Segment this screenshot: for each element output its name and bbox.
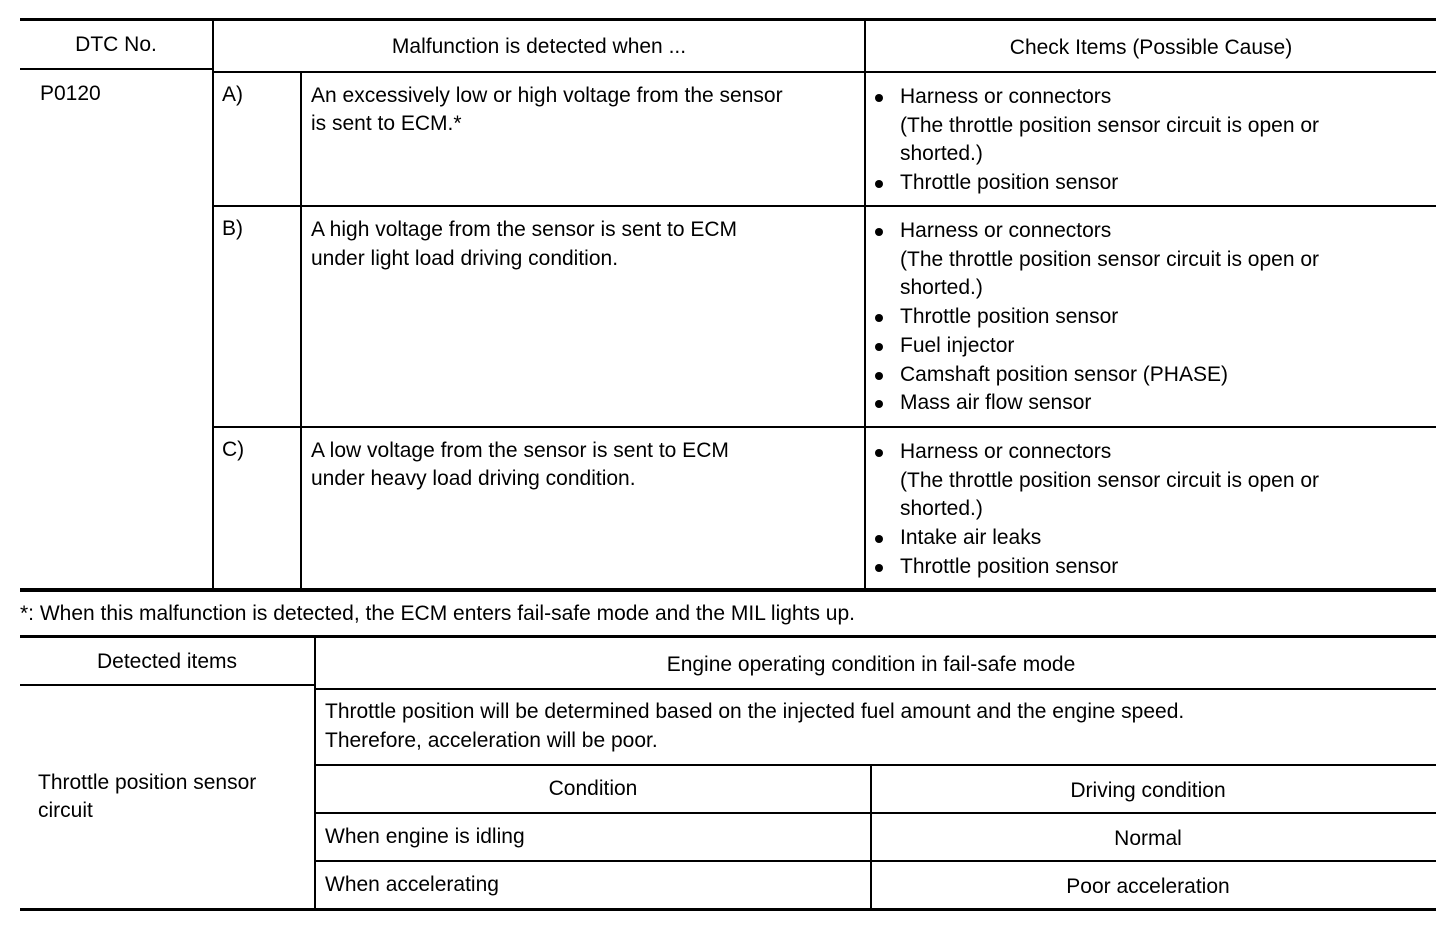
condition-cell: When accelerating xyxy=(325,873,499,896)
subheader-condition: Condition xyxy=(548,777,638,800)
cause-text: (The throttle position sensor circuit is open or xyxy=(900,248,1320,271)
rule xyxy=(864,18,866,590)
cause-text: Harness or connectors xyxy=(900,219,1112,242)
driving-condition-cell: Normal xyxy=(1114,827,1182,850)
bullet-icon xyxy=(875,449,883,457)
header-detected-items: Detected items xyxy=(96,650,238,673)
rule xyxy=(316,812,1436,814)
header-check-items: Check Items (Possible Cause) xyxy=(1009,36,1293,59)
bullet-icon xyxy=(875,343,883,351)
rule xyxy=(214,426,1436,428)
dtc-code: P0120 xyxy=(40,82,101,105)
rule xyxy=(214,205,1436,207)
rule xyxy=(214,71,1436,73)
header-dtc-no: DTC No. xyxy=(75,33,157,56)
rule xyxy=(300,71,302,590)
footnote: *: When this malfunction is detected, the ECM enters fail-safe mode and the MIL lights up. xyxy=(20,602,855,625)
bullet-icon xyxy=(875,372,883,380)
rule xyxy=(212,18,214,590)
row-label: C) xyxy=(222,438,245,461)
failsafe-description: Throttle position will be determined based on the injected fuel amount and the engine speed. xyxy=(325,700,1185,723)
cause-text: Camshaft position sensor (PHASE) xyxy=(900,363,1228,386)
rule xyxy=(20,684,316,686)
cause-text: Fuel injector xyxy=(900,334,1015,357)
malfunction-text: is sent to ECM.* xyxy=(311,112,462,135)
bullet-icon xyxy=(875,180,883,188)
bullet-icon xyxy=(875,94,883,102)
cause-text: (The throttle position sensor circuit is open or xyxy=(900,114,1320,137)
rule xyxy=(316,860,1436,862)
row-label: A) xyxy=(222,83,243,106)
bullet-icon xyxy=(875,314,883,322)
rule xyxy=(316,764,1436,766)
cause-text: shorted.) xyxy=(900,276,983,299)
cause-text: Intake air leaks xyxy=(900,526,1042,549)
detected-item-text: Throttle position sensor xyxy=(38,771,257,794)
subheader-driving-condition: Driving condition xyxy=(1070,779,1226,802)
cause-text: Harness or connectors xyxy=(900,85,1112,108)
cause-text: shorted.) xyxy=(900,497,983,520)
failsafe-description: Therefore, acceleration will be poor. xyxy=(325,729,658,752)
rule xyxy=(20,18,1436,21)
cause-text: Throttle position sensor xyxy=(900,555,1119,578)
malfunction-text: A high voltage from the sensor is sent to ECM xyxy=(311,218,738,241)
malfunction-text: A low voltage from the sensor is sent to ECM xyxy=(311,439,729,462)
bullet-icon xyxy=(875,228,883,236)
bullet-icon xyxy=(875,564,883,572)
cause-text: Throttle position sensor xyxy=(900,305,1119,328)
driving-condition-cell: Poor acceleration xyxy=(1066,875,1230,898)
rule xyxy=(20,908,1436,911)
detected-item-text: circuit xyxy=(38,799,93,822)
rule xyxy=(20,588,1436,592)
malfunction-text: An excessively low or high voltage from the sensor xyxy=(311,84,783,107)
malfunction-text: under light load driving condition. xyxy=(311,247,619,270)
row-label: B) xyxy=(222,217,243,240)
bullet-icon xyxy=(875,400,883,408)
cause-text: (The throttle position sensor circuit is open or xyxy=(900,469,1320,492)
rule xyxy=(20,635,1436,638)
bullet-icon xyxy=(875,535,883,543)
rule xyxy=(20,68,214,70)
condition-cell: When engine is idling xyxy=(325,825,525,848)
rule xyxy=(316,688,1436,690)
cause-text: Throttle position sensor xyxy=(900,171,1119,194)
header-malfunction: Malfunction is detected when ... xyxy=(391,35,687,58)
header-engine-condition: Engine operating condition in fail-safe mode xyxy=(666,653,1076,676)
malfunction-text: under heavy load driving condition. xyxy=(311,467,636,490)
cause-text: shorted.) xyxy=(900,142,983,165)
cause-text: Harness or connectors xyxy=(900,440,1112,463)
cause-text: Mass air flow sensor xyxy=(900,391,1092,414)
